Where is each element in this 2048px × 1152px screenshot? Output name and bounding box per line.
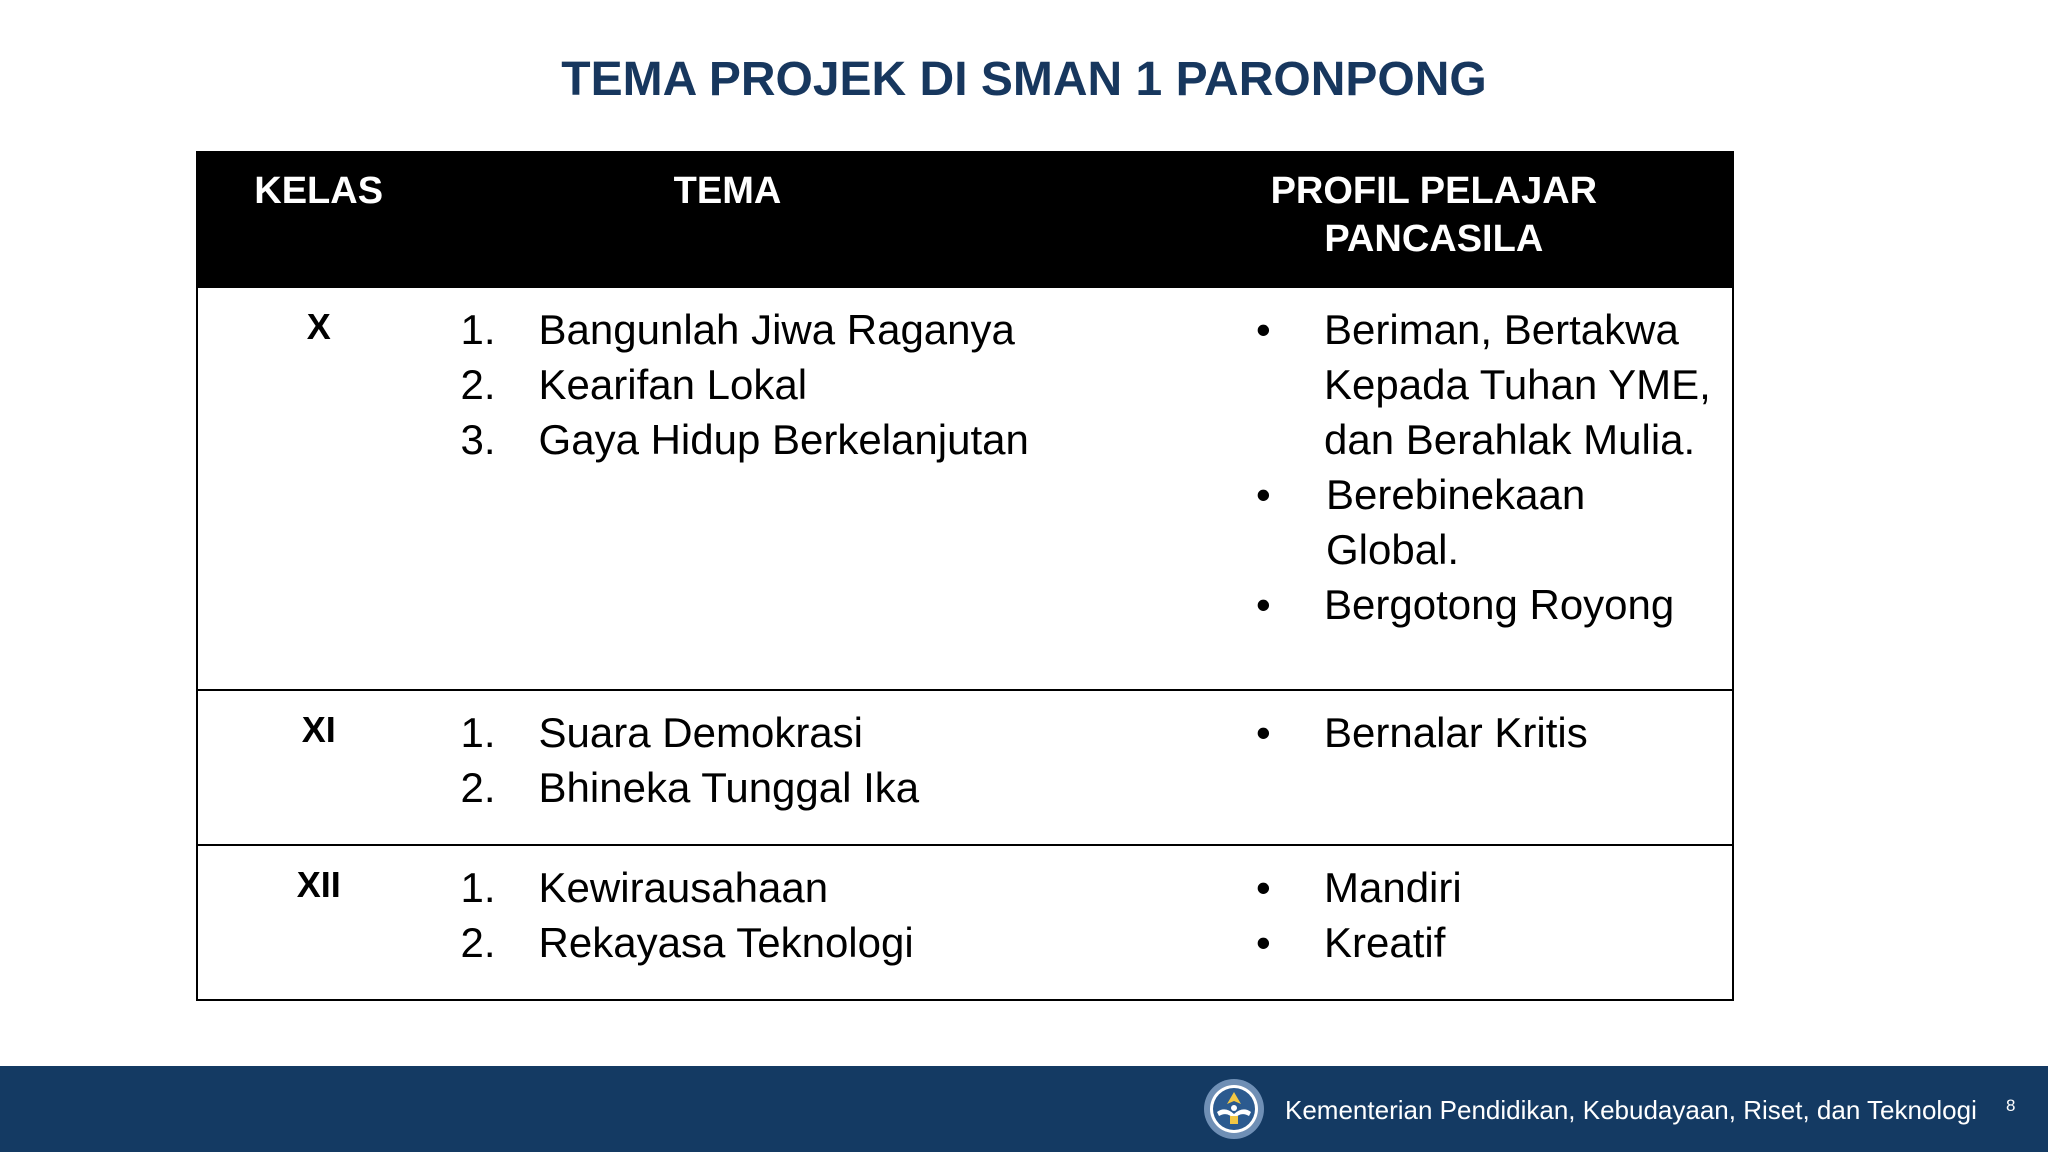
header-tema: TEMA: [673, 170, 782, 212]
list-item: [461, 760, 1258, 815]
list-item: [461, 705, 1258, 760]
tema-list: [198, 691, 1258, 815]
tema-cell: [440, 691, 1258, 844]
kelas-cell: X: [306, 306, 331, 347]
item-text: Beriman, Bertakwa Kepada Tuhan YME, dan Berahlak Mulia.: [1324, 306, 1711, 463]
item-text: Mandiri: [1324, 864, 1462, 911]
item-text: Suara Demokrasi: [538, 709, 864, 756]
bullet: •: [1256, 709, 1271, 756]
ministry-name: Kementerian Pendidikan, Kebudayaan, Riset, dan Teknologi: [1285, 1095, 1977, 1125]
project-theme-table: [196, 151, 1734, 1001]
list-item: [461, 302, 1258, 357]
item-text: Bangunlah Jiwa Raganya: [538, 306, 1015, 353]
list-item: [1256, 915, 1732, 970]
list-item: [1256, 577, 1732, 632]
item-number: 3.: [460, 416, 496, 463]
item-text: Bergotong Royong: [1324, 581, 1675, 628]
tema-list: [198, 288, 1258, 467]
item-text: Kewirausahaan: [538, 864, 829, 911]
list-item: [1256, 860, 1732, 915]
item-text: Bernalar Kritis: [1324, 709, 1588, 756]
bullet: •: [1256, 471, 1271, 518]
item-number: 1.: [460, 709, 496, 756]
kelas-cell: XI: [301, 709, 336, 750]
slide-title: TEMA PROJEK DI SMAN 1 PARONPONG: [561, 53, 1487, 106]
footer-bar: [0, 1066, 2048, 1152]
item-text: Kearifan Lokal: [538, 361, 808, 408]
item-text: Gaya Hidup Berkelanjutan: [538, 416, 1029, 463]
list-item: [1256, 302, 1732, 467]
table-header-row: [198, 153, 1732, 288]
list-item: [461, 860, 1258, 915]
bullet: •: [1256, 306, 1271, 353]
item-number: 1.: [460, 864, 496, 911]
tema-cell: [440, 288, 1258, 689]
tut-wuri-handayani-logo-icon: [1203, 1078, 1265, 1140]
item-number: 2.: [460, 919, 496, 966]
header-profil-line1: PROFIL PELAJAR: [1270, 170, 1598, 212]
tema-list: [198, 846, 1258, 970]
item-text: Kreatif: [1324, 919, 1446, 966]
table-row: [198, 288, 1732, 689]
list-item: [461, 412, 1258, 467]
item-text: Berebinekaan Global.: [1326, 471, 1586, 573]
header-profil-line2: PANCASILA: [1324, 218, 1544, 260]
list-item: [461, 915, 1258, 970]
table-row: [198, 689, 1732, 844]
bullet: •: [1256, 919, 1271, 966]
list-item: [1256, 467, 1732, 577]
kelas-cell: XII: [296, 864, 341, 905]
bullet: •: [1256, 864, 1271, 911]
list-item: [461, 357, 1258, 412]
profil-cell: [1256, 691, 1732, 844]
bullet: •: [1256, 581, 1271, 628]
item-number: 2.: [460, 361, 496, 408]
item-text: Bhineka Tunggal Ika: [538, 764, 920, 811]
page-number: 8: [2006, 1096, 2016, 1115]
item-number: 1.: [460, 306, 496, 353]
item-text: Rekayasa Teknologi: [538, 919, 914, 966]
item-number: 2.: [460, 764, 496, 811]
header-kelas: KELAS: [254, 170, 384, 212]
table-row: [198, 844, 1732, 999]
profil-cell: [1256, 846, 1732, 999]
list-item: [1256, 705, 1732, 760]
profil-cell: [1256, 288, 1732, 689]
tema-cell: [440, 846, 1258, 999]
header-profil: [1016, 153, 1732, 288]
